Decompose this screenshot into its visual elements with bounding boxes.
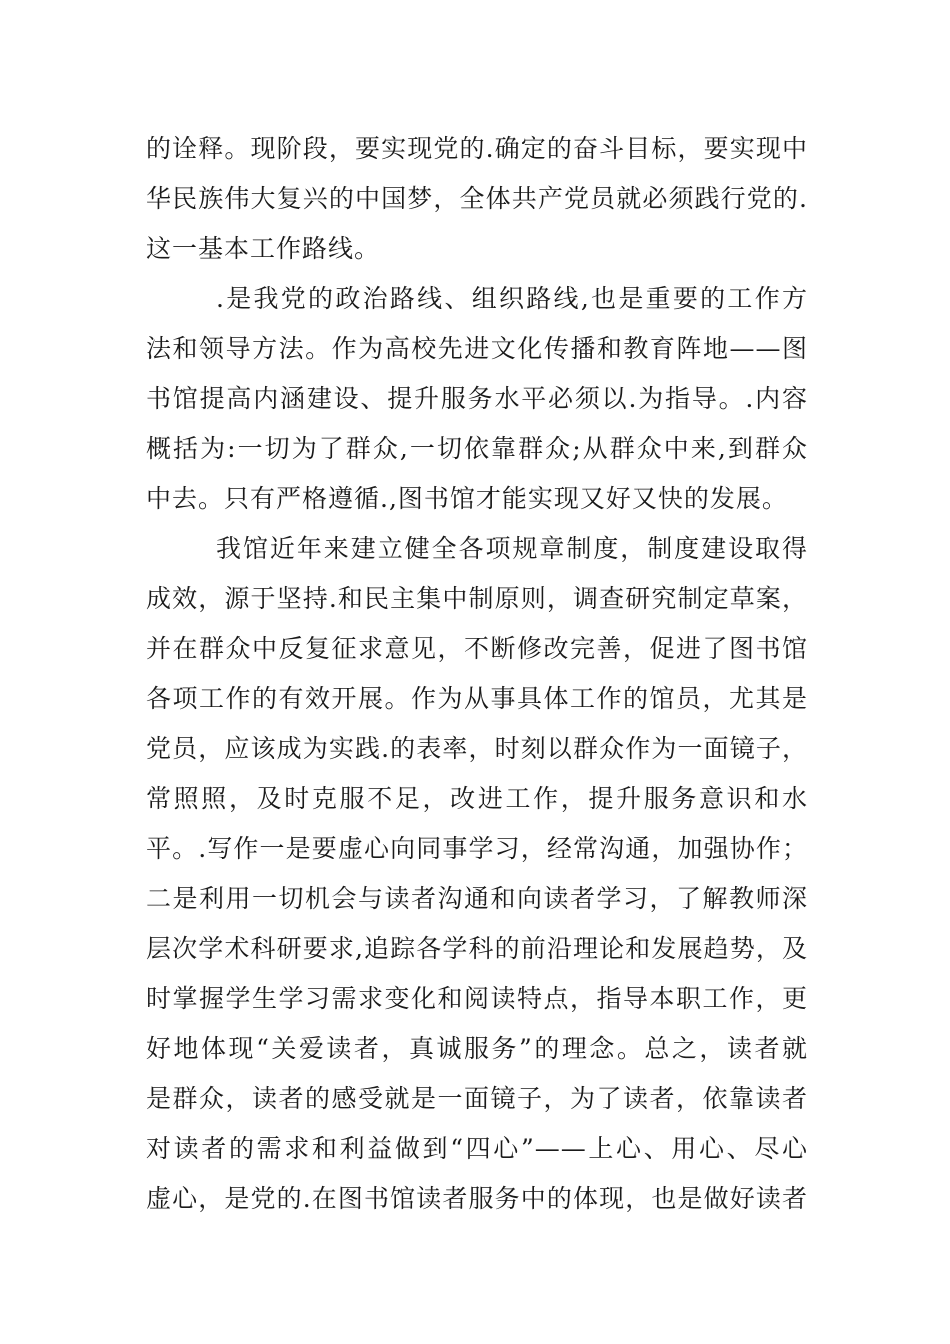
paragraph-2-line-3: 书馆提高内涵建设、提升服务水平必须以.为指导。.内容 xyxy=(146,384,808,413)
paragraph-3-line-9: 层次学术科研要求,追踪各学科的前沿理论和发展趋势，及 xyxy=(146,934,808,963)
paragraph-3-line-7: 平。.写作一是要虚心向同事学习，经常沟通，加强协作； xyxy=(146,834,808,863)
paragraph-2-line-4: 概括为:一切为了群众,一切依靠群众;从群众中来,到群众 xyxy=(146,434,808,463)
paragraph-2-line-2: 法和领导方法。作为高校先进文化传播和教育阵地——图 xyxy=(146,334,808,363)
paragraph-3-line-4: 各项工作的有效开展。作为从事具体工作的馆员，尤其是 xyxy=(146,684,808,713)
paragraph-3-line-5: 党员，应该成为实践.的表率，时刻以群众作为一面镜子， xyxy=(146,734,808,763)
paragraph-1-line-1: 的诠释。现阶段，要实现党的.确定的奋斗目标，要实现中 xyxy=(146,134,808,163)
paragraph-3-line-14: 虚心，是党的.在图书馆读者服务中的体现，也是做好读者 xyxy=(146,1184,808,1213)
paragraph-2-line-1: .是我党的政治路线、组织路线,也是重要的工作方 xyxy=(216,284,808,313)
paragraph-3-line-10: 时掌握学生学习需求变化和阅读特点，指导本职工作，更 xyxy=(146,984,808,1013)
paragraph-1-line-3: 这一基本工作路线。 xyxy=(146,234,381,263)
paragraph-3-line-11: 好地体现“关爱读者，真诚服务”的理念。总之，读者就 xyxy=(146,1034,808,1063)
paragraph-3-line-6: 常照照，及时克服不足，改进工作，提升服务意识和水 xyxy=(146,784,808,813)
paragraph-3-line-1: 我馆近年来建立健全各项规章制度，制度建设取得 xyxy=(216,534,808,563)
paragraph-3-line-12: 是群众，读者的感受就是一面镜子，为了读者，依靠读者 xyxy=(146,1084,808,1113)
paragraph-3-line-13: 对读者的需求和利益做到“四心”——上心、用心、尽心 xyxy=(146,1134,808,1163)
paragraph-3-line-3: 并在群众中反复征求意见，不断修改完善，促进了图书馆 xyxy=(146,634,808,663)
paragraph-2-line-5: 中去。只有严格遵循.,图书馆才能实现又好又快的发展。 xyxy=(146,484,788,513)
paragraph-3-line-8: 二是利用一切机会与读者沟通和向读者学习，了解教师深 xyxy=(146,884,808,913)
paragraph-1-line-2: 华民族伟大复兴的中国梦，全体共产党员就必须践行党的. xyxy=(146,184,808,213)
paragraph-3-line-2: 成效，源于坚持.和民主集中制原则，调查研究制定草案， xyxy=(146,584,808,613)
